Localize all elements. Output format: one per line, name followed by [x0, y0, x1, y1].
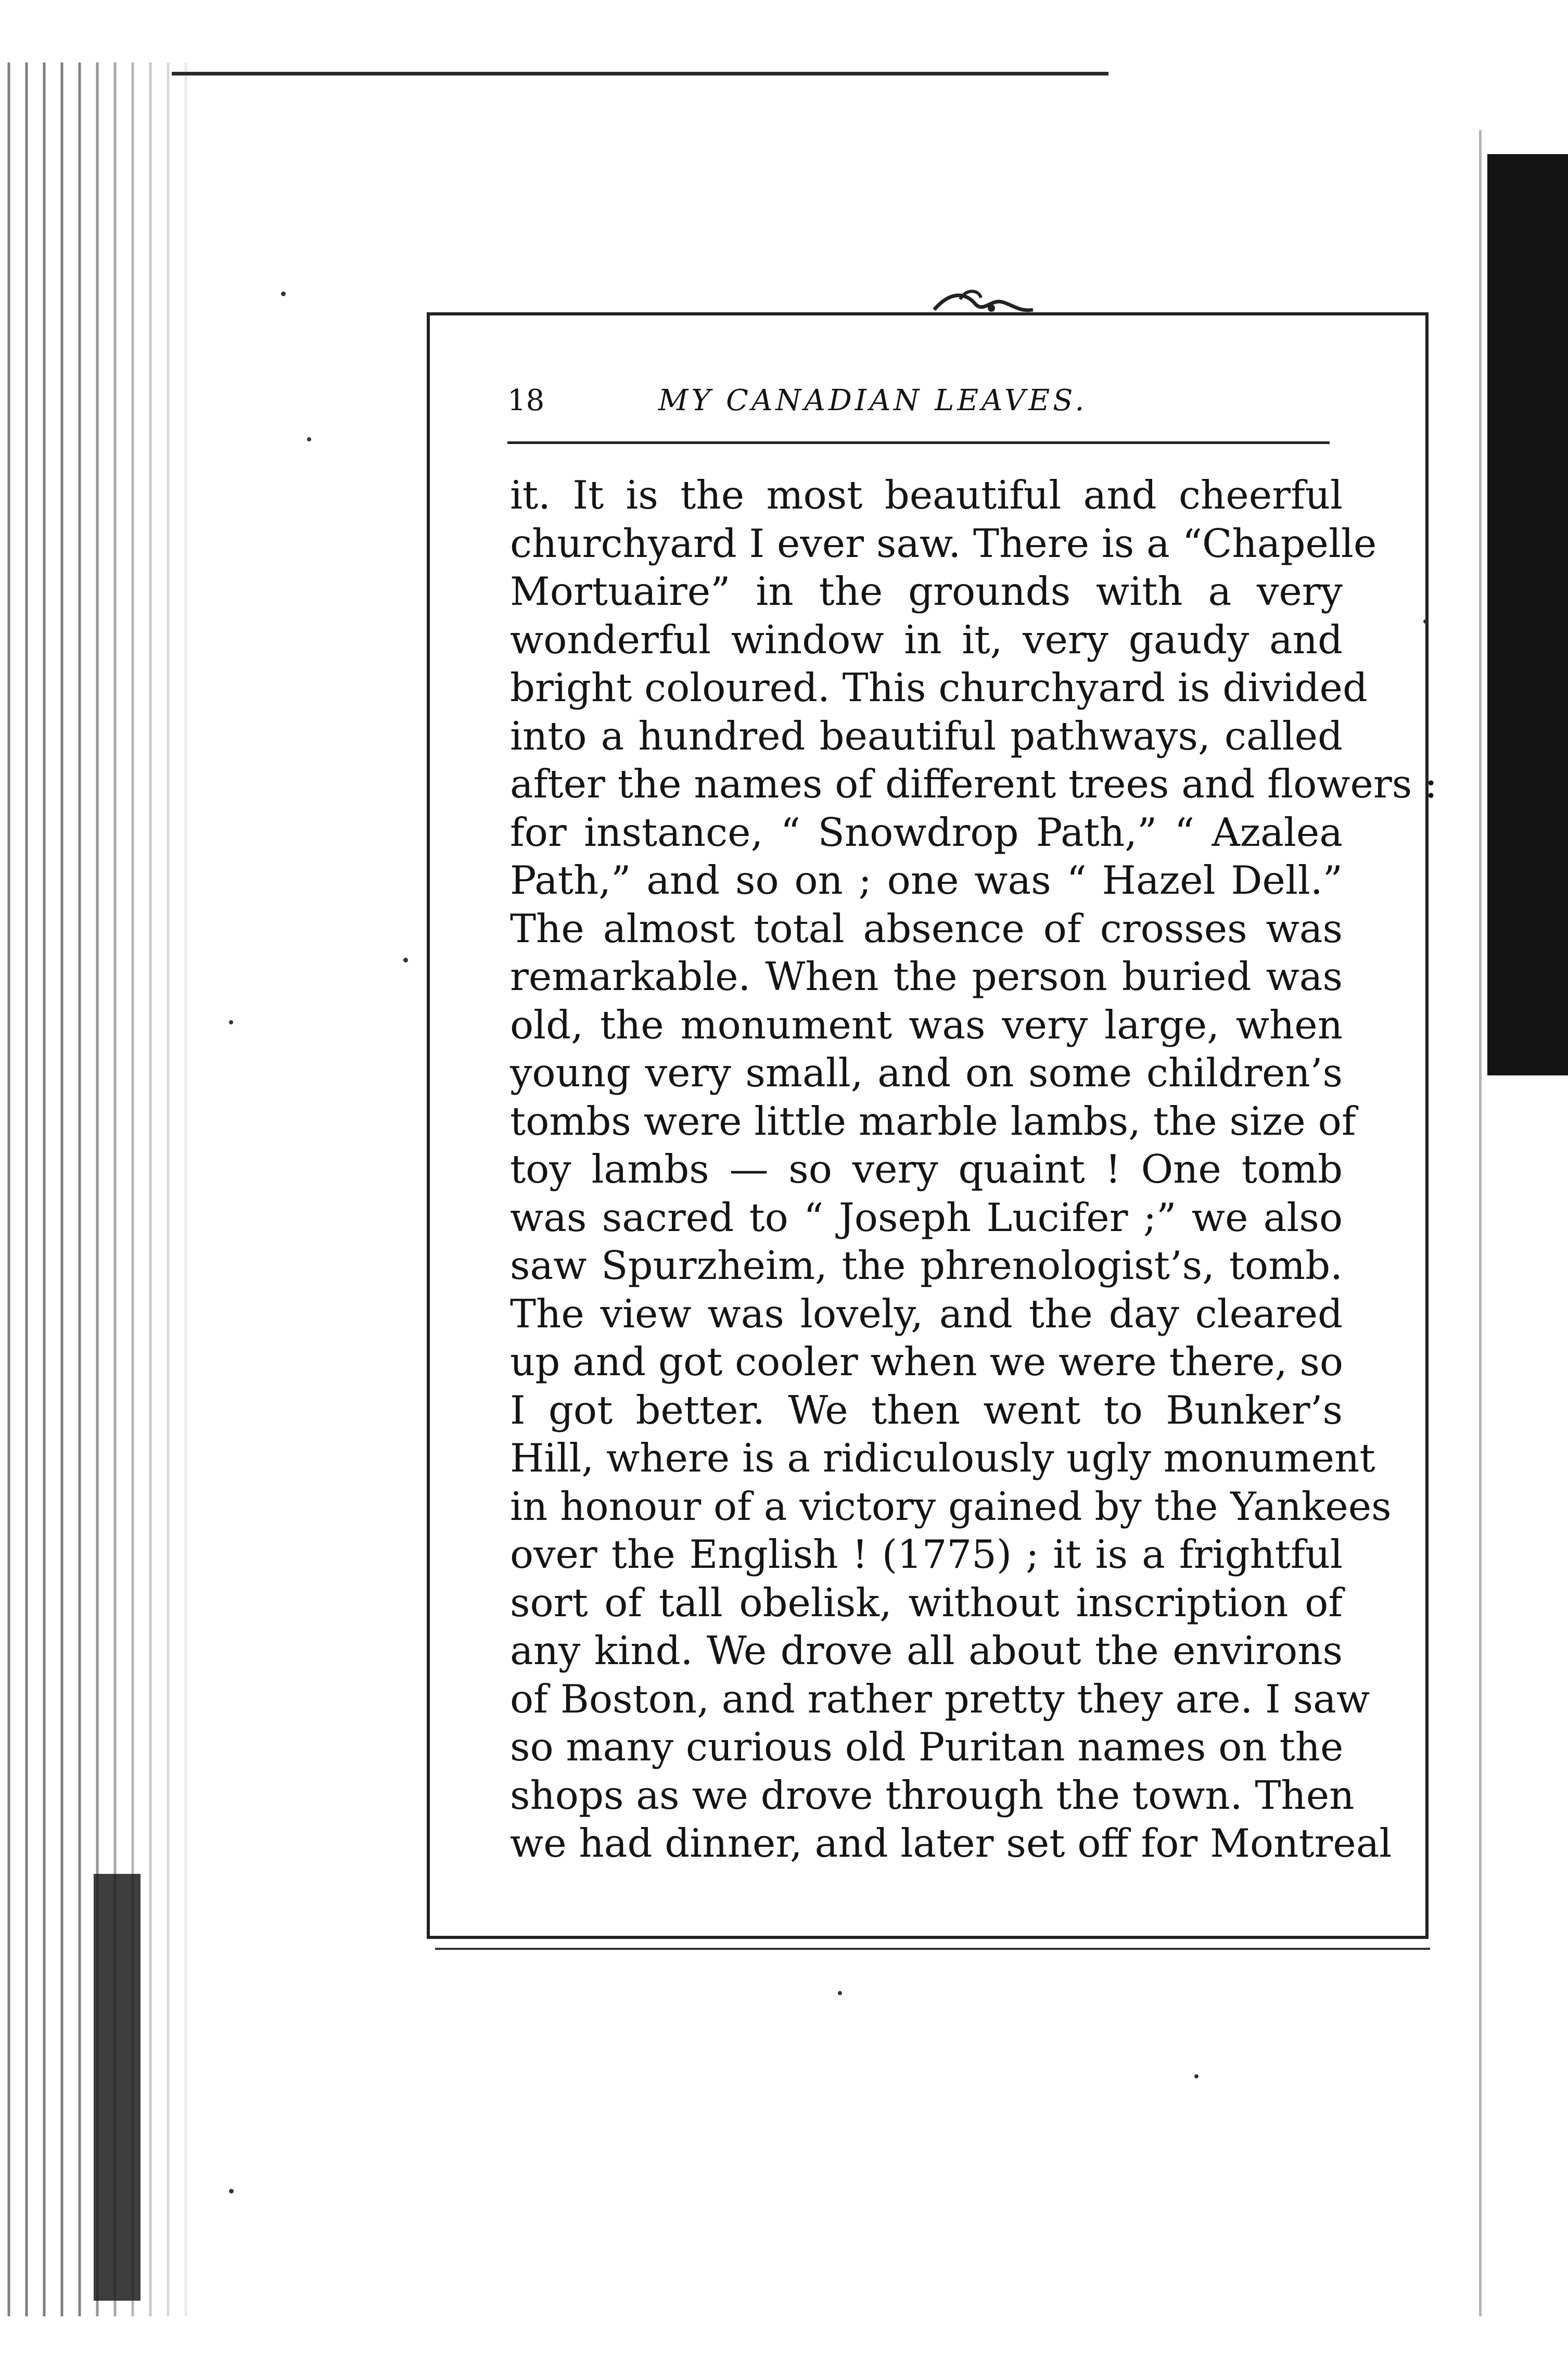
text-line: we had dinner, and later set off for Montreal	[510, 1820, 1392, 1866]
text-line: sort of tall obelisk, without inscription of	[510, 1579, 1343, 1626]
text-line: churchyard I ever saw. There is a “Chapelle	[510, 520, 1377, 566]
scan-speck	[281, 291, 286, 296]
text-line: in honour of a victory gained by the Yankees	[510, 1483, 1392, 1529]
text-line: The almost total absence of crosses was	[510, 905, 1343, 952]
text-line: saw Spurzheim, the phrenologist’s, tomb.	[510, 1242, 1343, 1288]
text-line: after the names of different trees and flowers :	[510, 761, 1438, 807]
spine-dark-patch	[94, 1874, 141, 2301]
text-line: of Boston, and rather pretty they are. I saw	[510, 1676, 1370, 1722]
text-line: it. It is the most beautiful and cheerful	[510, 472, 1343, 518]
text-line: remarkable. When the person buried was	[510, 954, 1343, 999]
text-line: into a hundred beautiful pathways, called	[510, 713, 1343, 759]
running-title: MY CANADIAN LEAVES.	[658, 384, 1088, 417]
text-line: so many curious old Puritan names on the	[510, 1724, 1344, 1770]
scan-right-edge	[1479, 130, 1482, 2316]
header-rule	[507, 441, 1330, 444]
text-line: The view was lovely, and the day cleared	[510, 1290, 1343, 1337]
page-number: 18	[507, 384, 545, 417]
text-line: up and got cooler when we were there, so	[510, 1339, 1344, 1385]
text-line: wonderful window in it, very gaudy and	[510, 616, 1343, 663]
text-line: Mortuaire” in the grounds with a very	[510, 568, 1343, 614]
scan-top-edge	[172, 72, 1108, 75]
text-line: for instance, “ Snowdrop Path,” “ Azalea	[510, 809, 1343, 855]
running-head	[507, 380, 1340, 432]
scan-speck	[307, 437, 311, 441]
text-line: over the English ! (1775) ; it is a frightful	[510, 1531, 1343, 1577]
text-line: Hill, where is a ridiculously ugly monument	[510, 1435, 1375, 1481]
scan-speck	[838, 1991, 842, 1995]
body-text	[510, 471, 1438, 1868]
page-frame-bottom-rule	[435, 1948, 1430, 1950]
scan-speck	[229, 2189, 234, 2193]
text-line: any kind. We drove all about the environs	[510, 1628, 1343, 1673]
text-line: was sacred to “ Joseph Lucifer ;” we also	[510, 1194, 1343, 1240]
scan-speck	[1423, 619, 1427, 624]
text-line: shops as we drove through the town. Then	[510, 1772, 1355, 1818]
scan-speck	[229, 1020, 233, 1024]
text-line: old, the monument was very large, when	[510, 1001, 1343, 1048]
scan-speck	[403, 958, 408, 962]
text-line: toy lambs — so very quaint ! One tomb	[510, 1146, 1343, 1192]
scan-black-bar	[1487, 154, 1568, 1075]
text-line: I got better. We then went to Bunker’s	[510, 1387, 1343, 1433]
scan-speck	[1194, 2074, 1199, 2078]
text-line: bright coloured. This churchyard is divided	[510, 665, 1368, 711]
text-line: tombs were little marble lambs, the size of	[510, 1098, 1356, 1144]
text-line: Path,” and so on ; one was “ Hazel Dell.”	[510, 857, 1343, 903]
text-line: young very small, and on some children’s	[510, 1050, 1343, 1096]
